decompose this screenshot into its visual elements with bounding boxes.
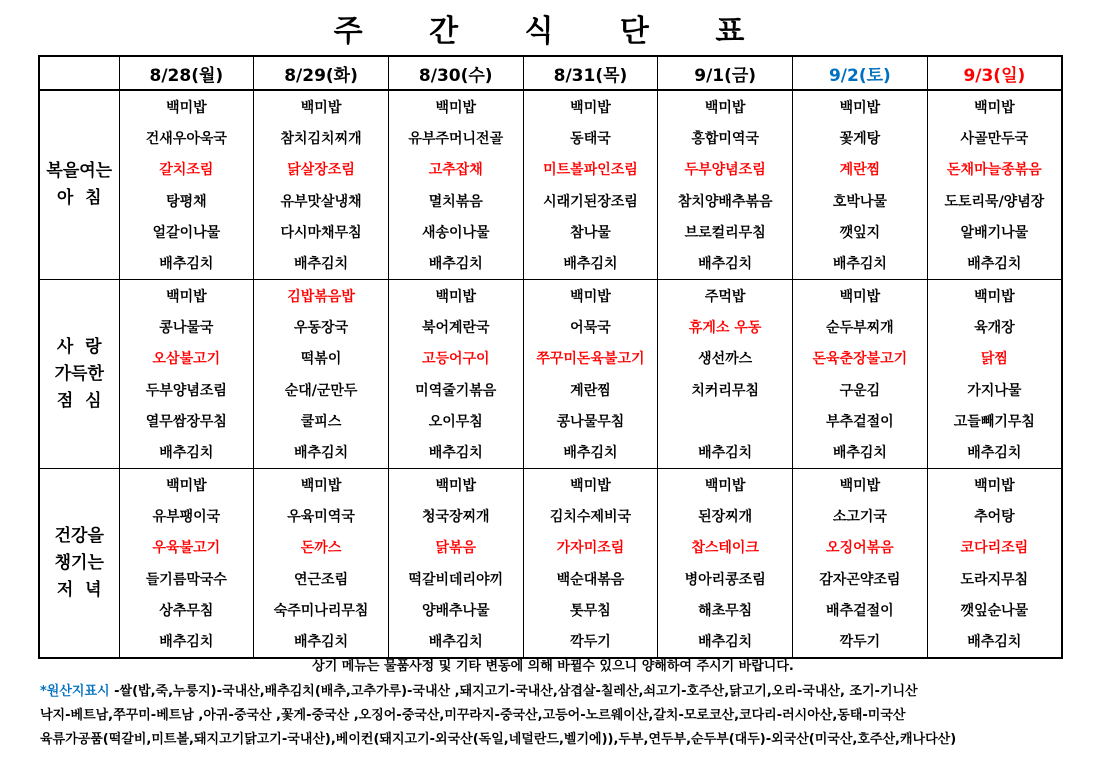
menu-items	[120, 469, 254, 657]
menu-item: 배추김치	[698, 445, 753, 462]
menu-item: 깻잎지	[839, 224, 881, 241]
menu-item: 유부맛살냉채	[280, 193, 362, 210]
day-header: 9/1(금)	[658, 56, 793, 90]
menu-item: 감자곤약조림	[819, 571, 901, 588]
menu-item: 멸치볶음	[428, 193, 483, 210]
menu-item: 배추김치	[159, 256, 214, 273]
menu-item: 배추김치	[159, 445, 214, 462]
menu-items	[254, 469, 388, 657]
meal-row	[39, 90, 1062, 280]
menu-item: 된장찌개	[698, 508, 753, 525]
menu-item: 배추김치	[563, 256, 618, 273]
menu-item: 순두부찌개	[826, 319, 894, 336]
meal-label-line: 점 심	[56, 390, 102, 411]
header-row	[39, 56, 1062, 90]
menu-item: 떡볶이	[300, 351, 342, 368]
menu-item: 숙주미나리무침	[273, 602, 369, 619]
meal-label-line: 챙기는	[54, 552, 104, 573]
menu-item: 오이무침	[428, 413, 483, 430]
menu-items	[524, 469, 658, 657]
menu-item: 사골만두국	[960, 130, 1029, 147]
menu-item: 배추김치	[967, 445, 1022, 462]
menu-item: 백미밥	[839, 477, 881, 494]
menu-item: 우육미역국	[287, 508, 355, 525]
menu-item: 연근조림	[294, 571, 349, 588]
menu-item: 순대/군만두	[284, 382, 358, 399]
menu-item: 배추김치	[563, 445, 618, 462]
menu-item: 백미밥	[300, 477, 342, 494]
menu-cell	[388, 469, 523, 659]
menu-item: 배추김치	[967, 634, 1022, 651]
menu-item: 열무쌈장무침	[145, 413, 227, 430]
menu-item: 가지나물	[967, 382, 1022, 399]
menu-cell	[793, 280, 928, 469]
menu-item: 배추김치	[428, 445, 483, 462]
menu-item: 계란찜	[570, 382, 611, 399]
menu-item: 오징어볶음	[826, 540, 894, 557]
menu-item: 시래기된장조림	[543, 193, 638, 210]
menu-item: 배추김치	[832, 256, 887, 273]
menu-item: 휴게소 우동	[688, 319, 762, 336]
menu-item: 건새우아욱국	[145, 130, 227, 147]
origin-label: *원산지표시	[40, 684, 110, 699]
menu-item: 백미밥	[435, 477, 477, 494]
menu-items	[658, 469, 792, 657]
menu-item: 주먹밥	[704, 288, 746, 305]
menu-item: 육개장	[974, 319, 1015, 336]
menu-item: 양배추나물	[421, 602, 490, 619]
menu-item: 참나물	[570, 224, 611, 241]
menu-item: 백순대볶음	[556, 571, 625, 588]
menu-item: 두부양념조림	[684, 162, 766, 179]
day-header: 8/31(목)	[523, 56, 658, 90]
menu-items	[120, 91, 254, 279]
day-header: 9/2(토)	[793, 56, 928, 90]
menu-item: 배추김치	[294, 256, 349, 273]
menu-item: 백미밥	[570, 477, 611, 494]
origin-line-2: 낙지-베트남,쭈꾸미-베트남 ,아귀-중국산 ,꽃게-중국산 ,오징어-중국산,미꾸라지-중국산,고등어-노르웨이산,갈치-모로코산,코다리-러시아산,동태-미국산	[40, 708, 906, 723]
menu-item: 홍합미역국	[691, 130, 759, 147]
menu-item	[658, 405, 792, 436]
menu-item: 청국장찌개	[421, 508, 490, 525]
menu-item: 두부양념조림	[145, 382, 227, 399]
menu-item: 닭찜	[980, 351, 1008, 368]
menu-cell	[927, 280, 1062, 469]
menu-items	[658, 280, 792, 468]
meal-label-line: 복을여는	[46, 161, 113, 181]
menu-item: 알배기나물	[960, 224, 1029, 241]
menu-item: 소고기국	[832, 508, 887, 525]
meal-label	[39, 90, 119, 280]
menu-item: 구운김	[839, 382, 881, 399]
menu-item: 백미밥	[435, 99, 477, 116]
menu-item: 새송이나물	[421, 224, 490, 241]
day-header: 8/30(수)	[388, 56, 523, 90]
menu-item: 돈까스	[300, 540, 342, 557]
menu-item: 다시마채무침	[280, 224, 362, 241]
menu-items	[254, 280, 388, 468]
menu-items	[389, 469, 523, 657]
menu-cell	[927, 90, 1062, 280]
menu-item: 백미밥	[974, 288, 1015, 305]
origin-line-1	[40, 680, 1070, 704]
menu-cell	[119, 469, 254, 659]
meal-label-line: 사 랑	[56, 336, 102, 357]
menu-item: 떡갈비데리야끼	[408, 571, 504, 588]
menu-item: 고추잡채	[428, 162, 483, 179]
menu-item: 동태국	[570, 130, 611, 147]
menu-item: 배추김치	[294, 634, 349, 651]
menu-item: 백미밥	[435, 288, 477, 305]
menu-item: 참치김치찌개	[280, 130, 362, 147]
corner-cell	[39, 56, 119, 90]
menu-item: 백미밥	[704, 99, 746, 116]
menu-item: 콩나물무침	[556, 413, 625, 430]
menu-items	[389, 91, 523, 279]
menu-cell	[523, 90, 658, 280]
menu-item: 갈치조림	[159, 162, 214, 179]
menu-item: 돈육춘장불고기	[812, 351, 908, 368]
day-header: 8/29(화)	[254, 56, 389, 90]
menu-item: 콩나물국	[159, 319, 214, 336]
menu-item: 백미밥	[166, 477, 207, 494]
menu-item: 배추김치	[967, 256, 1022, 273]
menu-cell	[388, 90, 523, 280]
menu-item: 도라지무침	[960, 571, 1029, 588]
menu-item: 유부팽이국	[152, 508, 221, 525]
menu-item: 브로컬리무침	[684, 224, 766, 241]
menu-items	[524, 280, 658, 468]
menu-cell	[658, 280, 793, 469]
menu-item: 배추김치	[428, 256, 483, 273]
menu-cell	[793, 469, 928, 659]
meal-label-line: 건강을	[54, 525, 104, 546]
menu-items	[389, 280, 523, 468]
menu-item: 호박나물	[832, 193, 887, 210]
menu-item: 참치양배추볶음	[677, 193, 773, 210]
menu-cell	[254, 469, 389, 659]
menu-cell	[119, 90, 254, 280]
menu-item: 생선까스	[698, 351, 753, 368]
menu-item: 병아리콩조림	[684, 571, 766, 588]
menu-item: 쭈꾸미돈육불고기	[536, 351, 645, 368]
menu-items	[793, 280, 927, 468]
meal-label-line: 아 침	[56, 188, 102, 208]
menu-cell	[927, 469, 1062, 659]
menu-items	[793, 469, 927, 657]
menu-item: 오삼불고기	[152, 351, 221, 368]
menu-item: 고들빼기무침	[953, 413, 1035, 430]
menu-item: 배추김치	[294, 445, 349, 462]
menu-item: 백미밥	[166, 288, 207, 305]
menu-item: 치커리무침	[691, 382, 759, 399]
menu-item: 백미밥	[300, 99, 342, 116]
origin-text: -쌀(밥,죽,누룽지)-국내산,배추김치(배추,고추가루)-국내산 ,돼지고기-국내산,삼겹살-칠레산,쇠고기-호주산,닭고기,오리-국내산, 조기-기니산	[109, 684, 918, 699]
menu-cell	[793, 90, 928, 280]
notice-text: 상기 메뉴는 물품사정 및 기타 변동에 의해 바뀔수 있으니 양해하여 주시기 바랍니다.	[312, 659, 794, 674]
menu-item: 추어탕	[974, 508, 1015, 525]
menu-items	[120, 280, 254, 468]
menu-item: 백미밥	[839, 288, 881, 305]
menu-item: 배추김치	[428, 634, 483, 651]
meal-label-line: 가득한	[54, 363, 104, 384]
meal-row	[39, 280, 1062, 469]
menu-item: 북어계란국	[421, 319, 490, 336]
weekly-menu-table	[38, 55, 1063, 659]
menu-item: 쿨피스	[300, 413, 342, 430]
origin-line-3: 육류가공품(떡갈비,미트볼,돼지고기닭고기-국내산),베이컨(돼지고기-외국산(독일,네덜란드,벨기에)),두부,연두부,순두부(대두)-외국산(미국산,호주산,캐나다산)	[40, 732, 957, 747]
menu-item: 찹스테이크	[691, 540, 759, 557]
menu-item: 꽃게탕	[839, 130, 881, 147]
origin-info	[40, 680, 1070, 752]
menu-cell	[523, 469, 658, 659]
menu-item: 미역줄기볶음	[415, 382, 497, 399]
menu-item: 미트볼파인조림	[543, 162, 638, 179]
menu-item: 우동장국	[294, 319, 349, 336]
menu-items	[928, 469, 1061, 657]
menu-item: 배추겉절이	[826, 602, 894, 619]
menu-cell	[254, 90, 389, 280]
menu-item: 도토리묵/양념장	[944, 193, 1045, 210]
menu-item: 돈채마늘종볶음	[947, 162, 1042, 179]
menu-item: 얼갈이나물	[152, 224, 221, 241]
menu-item: 배추김치	[832, 445, 887, 462]
menu-item: 부추겉절이	[826, 413, 894, 430]
menu-cell	[658, 90, 793, 280]
menu-item: 유부주머니전골	[408, 130, 504, 147]
menu-item: 가자미조림	[556, 540, 625, 557]
menu-item: 깍두기	[570, 634, 611, 651]
menu-item: 어묵국	[570, 319, 611, 336]
menu-item: 백미밥	[839, 99, 881, 116]
menu-item: 닭볶음	[435, 540, 477, 557]
menu-item: 들기름막국수	[145, 571, 227, 588]
menu-item: 코다리조림	[960, 540, 1029, 557]
menu-item: 배추김치	[698, 256, 753, 273]
meal-label	[39, 280, 119, 469]
menu-item: 고등어구이	[421, 351, 490, 368]
menu-item: 계란찜	[839, 162, 881, 179]
menu-item: 우육불고기	[152, 540, 221, 557]
menu-item: 톳무침	[570, 602, 611, 619]
day-header: 9/3(일)	[927, 56, 1062, 90]
menu-item: 백미밥	[974, 477, 1015, 494]
menu-items	[928, 91, 1061, 279]
menu-item: 탕평채	[166, 193, 207, 210]
menu-item: 깻잎순나물	[960, 602, 1029, 619]
menu-item: 백미밥	[570, 288, 611, 305]
menu-cell	[254, 280, 389, 469]
menu-cell	[658, 469, 793, 659]
menu-items	[928, 280, 1061, 468]
menu-item: 해초무침	[698, 602, 753, 619]
menu-item: 깍두기	[839, 634, 881, 651]
menu-item: 김밥볶음밥	[287, 288, 355, 305]
menu-item: 백미밥	[166, 99, 207, 116]
menu-item: 배추김치	[698, 634, 753, 651]
menu-item: 배추김치	[159, 634, 214, 651]
menu-items	[254, 91, 388, 279]
menu-item: 백미밥	[570, 99, 611, 116]
page-title: 주 간 식 단 표	[333, 14, 773, 49]
menu-cell	[523, 280, 658, 469]
menu-item: 김치수제비국	[549, 508, 632, 525]
menu-items	[658, 91, 792, 279]
day-header: 8/28(월)	[119, 56, 254, 90]
menu-item: 상추무침	[159, 602, 214, 619]
menu-item: 닭살장조림	[287, 162, 355, 179]
menu-items	[793, 91, 927, 279]
meal-row	[39, 469, 1062, 659]
menu-item: 백미밥	[974, 99, 1015, 116]
menu-cell	[388, 280, 523, 469]
meal-label-line: 저 녁	[56, 579, 102, 600]
menu-items	[524, 91, 658, 279]
menu-cell	[119, 280, 254, 469]
meal-label	[39, 469, 119, 659]
menu-item: 백미밥	[704, 477, 746, 494]
